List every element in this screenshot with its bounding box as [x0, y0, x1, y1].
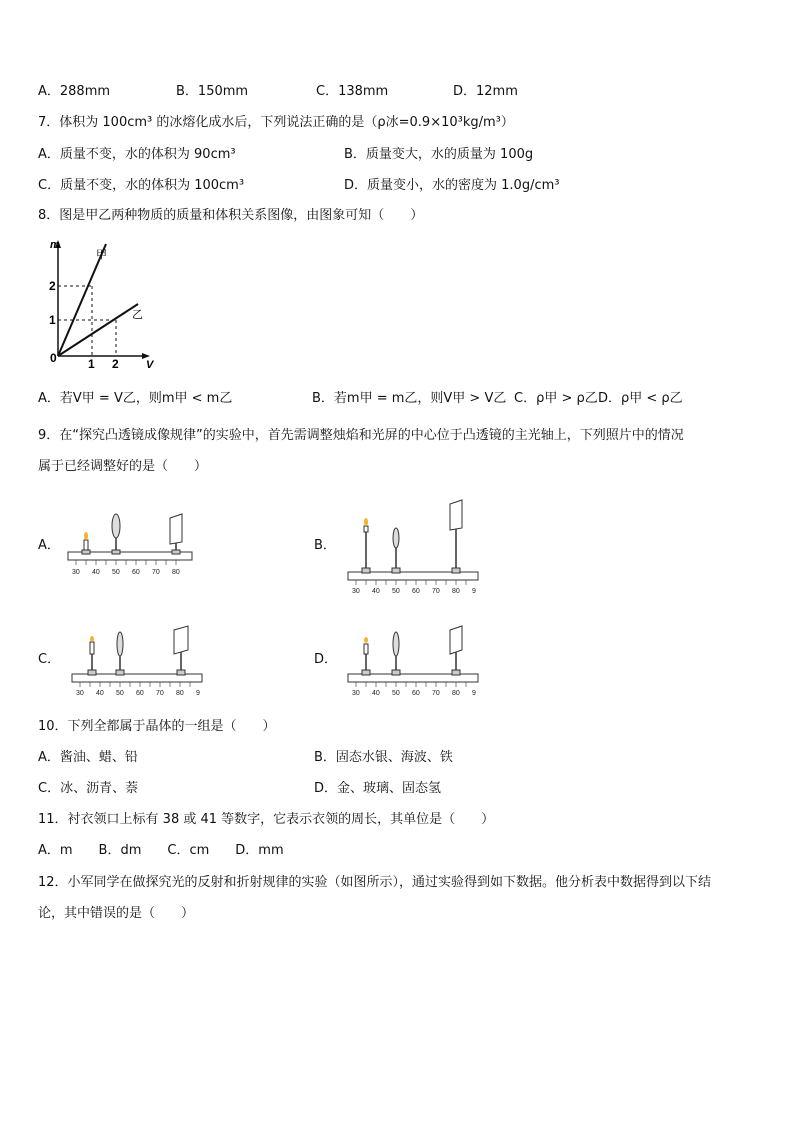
svg-text:50: 50 — [392, 690, 400, 697]
svg-text:30: 30 — [352, 690, 360, 697]
svg-text:80: 80 — [176, 690, 184, 697]
q8-option-c: C．ρ甲 > ρ乙 — [514, 391, 598, 406]
q6-option-d: D．12mm — [453, 84, 518, 99]
q8-option-a: A．若V甲 = V乙，则m甲 < m乙 — [38, 391, 233, 406]
light-screen — [174, 626, 188, 654]
flame — [364, 518, 368, 526]
q8-option-d: D．ρ甲 < ρ乙 — [598, 391, 683, 406]
q9-label-c: C． — [38, 652, 61, 667]
q8-option-b: B．若m甲 = m乙，则V甲 > V乙 — [312, 391, 507, 406]
q7-option-c: C．质量不变，水的体积为 100cm³ — [38, 178, 245, 193]
q9-photo-b — [346, 496, 480, 596]
svg-text:80: 80 — [452, 690, 460, 697]
lens — [393, 632, 399, 656]
q12-stem-line2: 论，其中错误的是（ ） — [38, 906, 195, 921]
scale-40: 40 — [92, 569, 100, 576]
candle — [364, 526, 368, 532]
q10-stem: 10．下列全都属于晶体的一组是（ ） — [38, 719, 276, 734]
q10-option-a: A．酱油、蜡、铅 — [38, 750, 138, 765]
q10-option-d: D．金、玻璃、固态氢 — [314, 781, 442, 796]
scale-70: 70 — [152, 569, 160, 576]
q12-stem-line1: 12．小军同学在做探究光的反射和折射规律的实验（如图所示），通过实验得到如下数据。他分析表中数据得到以下结 — [38, 875, 712, 890]
scale-80: 80 — [172, 569, 180, 576]
q6-option-a: A．288mm — [38, 84, 111, 99]
svg-text:9: 9 — [472, 690, 476, 697]
svg-text:80: 80 — [452, 588, 460, 595]
light-screen — [450, 500, 462, 530]
x-tick-1: 1 — [88, 357, 95, 370]
svg-text:9: 9 — [472, 588, 476, 595]
q8-mass-volume-graph — [36, 236, 166, 370]
q7-option-a: A．质量不变，水的体积为 90cm³ — [38, 147, 236, 162]
scale-50: 50 — [112, 569, 120, 576]
svg-text:9: 9 — [196, 690, 200, 697]
y-tick-2: 2 — [49, 279, 56, 293]
lens — [117, 632, 123, 656]
origin-label: 0 — [50, 351, 57, 365]
flame — [84, 532, 88, 540]
q11-stem: 11．衬衣领口上标有 38 或 41 等数字，它表示衣领的周长，其单位是（ ） — [38, 812, 495, 827]
lens — [393, 528, 399, 548]
q9-label-d: D． — [314, 652, 338, 667]
svg-text:40: 40 — [96, 690, 104, 697]
light-screen — [450, 626, 462, 654]
x-tick-2: 2 — [112, 357, 119, 370]
candle-holder — [82, 550, 90, 554]
line-jia-label: 甲 — [96, 249, 107, 261]
lens — [112, 514, 120, 538]
svg-text:70: 70 — [156, 690, 164, 697]
q7-option-d: D．质量变小，水的密度为 1.0g/cm³ — [344, 178, 560, 193]
q9-label-b: B． — [314, 538, 336, 553]
candle — [364, 644, 368, 654]
svg-text:40: 40 — [372, 588, 380, 595]
flame — [90, 636, 94, 642]
y-tick-1: 1 — [49, 313, 56, 327]
scale-30: 30 — [72, 569, 80, 576]
q9-stem-line1: 9．在“探究凸透镜成像规律”的实验中，首先需调整烛焰和光屏的中心位于凸透镜的主光轴上，下列照片中的情况 — [38, 428, 684, 443]
svg-text:70: 70 — [432, 690, 440, 697]
q10-option-b: B．固态水银、海波、铁 — [314, 750, 453, 765]
q9-label-a: A． — [38, 538, 60, 553]
svg-text:60: 60 — [412, 690, 420, 697]
light-screen — [170, 514, 182, 544]
svg-text:50: 50 — [392, 588, 400, 595]
svg-text:30: 30 — [76, 690, 84, 697]
q6-option-b: B．150mm — [176, 84, 249, 99]
candle — [90, 642, 94, 654]
x-axis-label: V — [146, 359, 154, 370]
scale-60: 60 — [132, 569, 140, 576]
line-yi-label: 乙 — [132, 309, 143, 321]
svg-text:60: 60 — [412, 588, 420, 595]
q11-options: A．m B．dm C．cm D．mm — [38, 843, 284, 858]
q9-photo-c — [70, 622, 204, 698]
q9-photo-d — [346, 622, 480, 698]
svg-text:70: 70 — [432, 588, 440, 595]
bench-ticks — [76, 560, 176, 565]
svg-text:30: 30 — [352, 588, 360, 595]
svg-text:60: 60 — [136, 690, 144, 697]
y-axis-label: m — [50, 239, 60, 251]
svg-text:50: 50 — [116, 690, 124, 697]
q8-stem: 8．图是甲乙两种物质的质量和体积关系图像，由图象可知（ ） — [38, 208, 424, 223]
q7-option-b: B．质量变大，水的质量为 100g — [344, 147, 534, 162]
q7-stem: 7．体积为 100cm³ 的冰熔化成水后，下列说法正确的是（ρ冰=0.9×10³kg/m³） — [38, 115, 514, 130]
q9-photo-a — [66, 508, 194, 580]
flame — [364, 637, 368, 643]
q6-option-c: C．138mm — [316, 84, 389, 99]
q10-option-c: C．冰、沥青、萘 — [38, 781, 139, 796]
svg-text:40: 40 — [372, 690, 380, 697]
q9-stem-line2: 属于已经调整好的是（ ） — [38, 459, 208, 474]
